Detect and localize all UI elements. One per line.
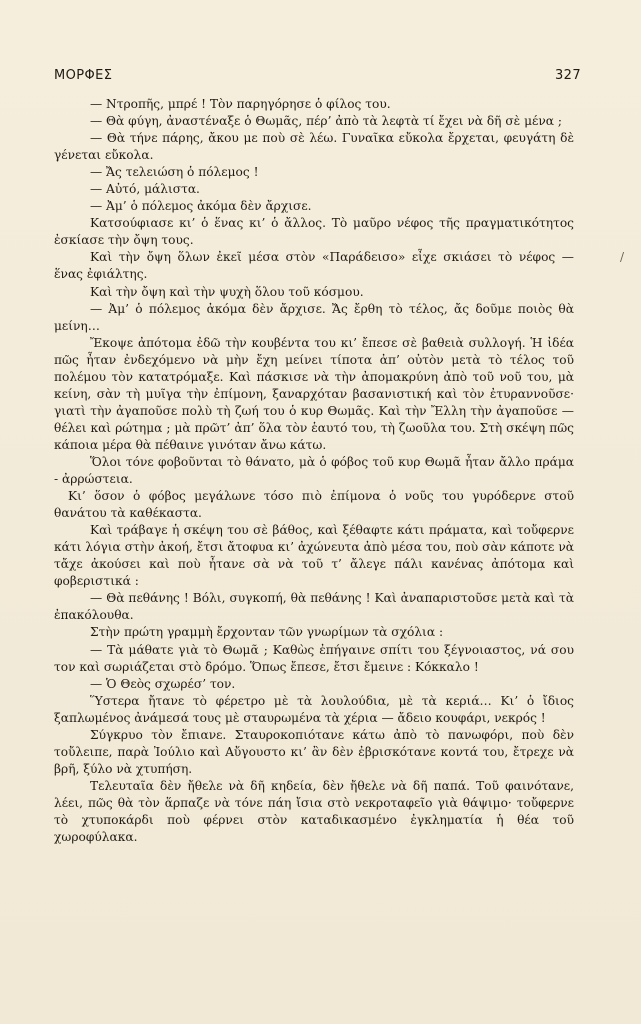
paragraph: — Ἀμ’ ὁ πόλεμος ἀκόμα δὲν ἄρχισε. [90,199,312,214]
paragraph: Στὴν πρώτη γραμμὴ ἔρχονταν τῶν γνωρίμων τὰ σχόλια : [90,625,444,640]
paragraph: — Θὰ πεθάνης ! Βόλι, συγκοπή, θὰ πεθάνης ! Καὶ ἀναπαριστοῦσε μετὰ καὶ τὰ ἐπακόλουθα. [54,591,574,623]
paragraph: — Ἄς τελειώση ὁ πόλεμος ! [90,165,259,180]
body-text [54,96,574,846]
paragraph: Κατσούφιασε κι’ ὁ ἕνας κι’ ὁ ἄλλος. Τὸ μαῦρο νέφος τῆς πραγματικότητος ἐσκίασε τὴν ὄψη τους. [54,216,574,248]
paragraph: Καὶ τὴν ὄψη καὶ τὴν ψυχὴ ὅλου τοῦ κόσμου. [90,284,364,299]
page-number: 327 [554,68,581,83]
paragraph: — Αὐτό, μάλιστα. [90,182,200,197]
paragraph: Κι’ ὅσον ὁ φόβος μεγάλωνε τόσο πιὸ ἐπίμονα ὁ νοῦς του γυρόδερνε στοῦ θανάτου τὰ καθέκαστα. [54,489,574,521]
paragraph: — Ἀμ’ ὁ πόλεμος ἀκόμα δὲν ἄρχισε. Ἄς ἔρθη τὸ τέλος, ἄς δοῦμε ποιὸς θὰ μείνη… [54,301,574,333]
paragraph: — Θὰ τήνε πάρης, ἄκου με ποὺ σὲ λέω. Γυναῖκα εὔκολα ἔρχεται, φευγάτη δὲ γένεται εὔκολα. [54,131,574,163]
paragraph: Σύγκρυο τὸν ἔπιανε. Σταυροκοπιότανε κάτω ἀπὸ τὸ πανωφόρι, ποὺ δὲν τοὔλειπε, παρὰ Ἰούλιο καὶ Αὔγουστο κι’ ἂν δὲν ἐβρισκότανε κοντά του, ἔτρεχε νὰ βρῆ, ξύλο νὰ χτυπήση. [54,727,574,776]
paragraph: — Θὰ φύγη, ἀναστέναξε ὁ Θωμᾶς, πέρ’ ἀπὸ τὰ λεφτὰ τί ἔχει νὰ δῆ σὲ μένα ; [90,114,562,129]
paragraph: Ὕστερα ἤτανε τὸ φέρετρο μὲ τὰ λουλούδια, μὲ τὰ κεριά… Κι’ ὁ ἴδιος ξαπλωμένος ἀνάμεσά τους μὲ σταυρωμένα τὰ χέρια — ἄδειο κουφάρι, νεκρός ! [54,693,574,725]
paragraph: Καὶ τράβαγε ἡ σκέψη του σὲ βάθος, καὶ ξέθαφτε κάτι πράματα, καὶ τοὔφερνε κάτι λόγια στὴν ἀκοή, ἔτσι ἄτοφυα κι’ ἀχώνευτα ἀπὸ μέσα του, ποὺ σὰν κάποτε νὰ τἄχε ἀκούσει καὶ ποὺ ἦτανε σὰ νὰ τοῦ τ’ ἄλεγε πάλι κανένας ἀπότομα καὶ φοβεριστικά : [54,523,574,589]
paragraph: — Τὰ μάθατε γιὰ τὸ Θωμᾶ ; Καθὼς ἐπήγαινε σπίτι του ξέγνοιαστος, νά σου τον καὶ σωριάζεται στὸ δρόμο. Ὅπως ἔπεσε, ἔτσι ἔμεινε : Κόκκαλο ! [54,642,574,674]
paragraph: Τελευταῖα δὲν ἤθελε νὰ δῆ κηδεία, δὲν ἤθελε νὰ δῆ παπά. Τοῦ φαινότανε, λέει, πῶς θὰ τὸν ἅρπαζε νὰ τόνε πάη ἴσια στὸ νεκροταφεῖο γιὰ θάψιμο· τοὔφερνε τὸ χτυποκάρδι ποὺ φέρνει στὸν καταδικασμένο ἐγκληματία ἡ θέα τοῦ χωροφύλακα. [54,778,574,845]
paragraph: Ἔκοψε ἀπότομα ἐδῶ τὴν κουβέντα του κι’ ἔπεσε σὲ βαθειὰ συλλογή. Ἡ ἰδέα πῶς ἦταν ἐνδεχόμενο νὰ μὴν ἔχη μείνει τίποτα ἀπ’ οὐτὸν μετὰ τὸ τέλος τοῦ πολέμου τὸν κατατρόμαξε. Καὶ πάσκισε νὰ τὴν ἀπομακρύνη ἀπὸ τοῦ νοῦ του, μὰ κείνη, σὰν τὴ μυῖγα τὴν ἐπίμονη, ξαναρχόταν βασανιστική καὶ τὸν ἐτυραννοῦσε· γιατὶ τὴν ἀγαποῦσε πολὺ τὴ ζωή του ὁ κυρ Θωμᾶς. Καὶ τὴν Ἔλλη τὴν ἀγαποῦσε — θέλει καὶ ρώτημα ; μὰ πρῶτ’ ἀπ’ ὅλα τὸν ἑαυτό του, τὴ ζωοῦλα του. Στὴ σκέψη πῶς κάποια μέρα θὰ πέθαινε γινόταν ἄνω κάτω. [54,335,574,452]
paragraph: Καὶ τὴν ὄψη ὅλων ἐκεῖ μέσα στὸν «Παράδεισο» εἶχε σκιάσει τὸ νέφος — ἕνας ἐφιάλτης. [54,250,574,282]
paragraph: — Ντροπῆς, μπρέ ! Τὸν παρηγόρησε ὁ φίλος του. [90,97,391,111]
paragraph: Ὅλοι τόνε φοβοῦνται τὸ θάνατο, μὰ ὁ φόβος τοῦ κυρ Θωμᾶ ἦταν ἄλλο πράμα - ἀρρώστεια. [54,454,574,487]
paragraph: — Ὁ Θεὸς σχωρέσ’ τον. [90,676,236,691]
running-title: ΜΟΡΦΕΣ [54,68,113,83]
margin-mark: / [620,250,625,264]
running-header [54,68,581,83]
